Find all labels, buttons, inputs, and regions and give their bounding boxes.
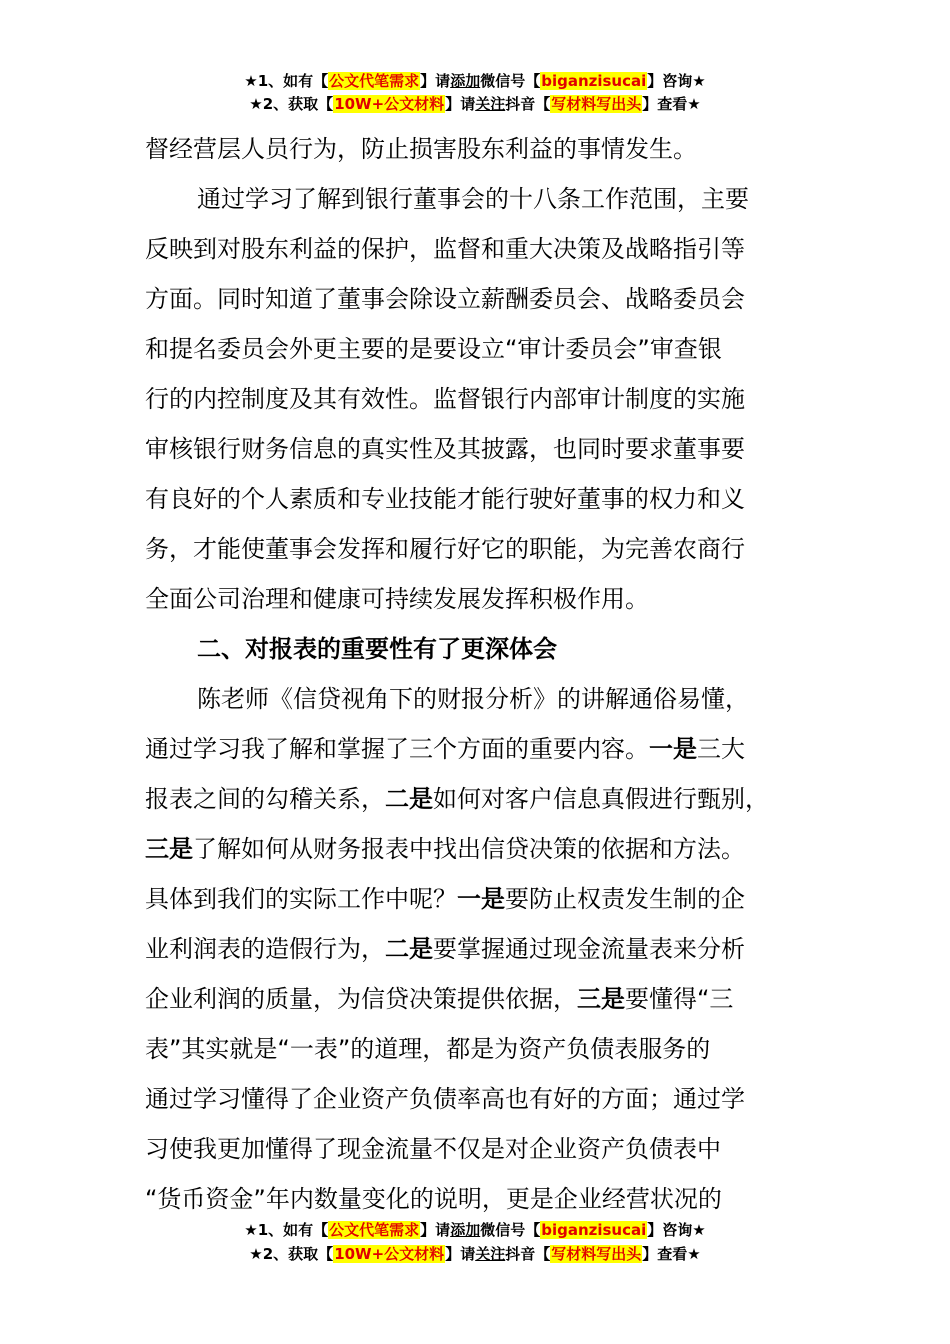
text-run: 了解如何从财务报表中找出信贷决策的依据和方法。 <box>193 835 745 863</box>
banner-text: ★1、如有【 <box>244 1221 329 1239</box>
text-run: 要防止权责发生制的企 <box>505 885 745 913</box>
bold-marker: 二是 <box>385 935 433 963</box>
banner-text: 】查看★ <box>642 1245 701 1263</box>
bold-marker: 一是 <box>649 735 697 763</box>
paragraph-line <box>145 974 810 1024</box>
text-run: 如何对客户信息真假进行甄别， <box>433 785 769 813</box>
banner-underline: 关注 <box>475 95 506 113</box>
bottom-banner-line-2 <box>0 1243 950 1265</box>
banner-text: 抖音【 <box>505 95 551 113</box>
banner-text: 微信号【 <box>480 1221 541 1239</box>
text-run: 具体到我们的实际工作中呢？ <box>145 885 457 913</box>
paragraph-line: 和提名委员会外更主要的是要设立“审计委员会”审查银 <box>145 335 722 363</box>
paragraph-line: 通过学习了解到银行董事会的十八条工作范围，主要 <box>197 185 749 213</box>
paragraph-line: 有良好的个人素质和专业技能才能行驶好董事的权力和义 <box>145 485 745 513</box>
banner-highlight: 10W+公文材料 <box>334 1245 445 1263</box>
paragraph-line <box>145 874 810 924</box>
banner-text: 微信号【 <box>480 72 541 90</box>
paragraph-line: 陈老师《信贷视角下的财报分析》的讲解通俗易懂， <box>197 685 749 713</box>
banner-underline: 添加 <box>450 72 481 90</box>
paragraph-line: 方面。同时知道了董事会除设立薪酬委员会、战略委员会 <box>145 285 745 313</box>
banner-douyin-id: 写材料写出头 <box>551 95 642 113</box>
bottom-banner-line-1 <box>0 1219 950 1241</box>
paragraph-line <box>145 924 810 974</box>
document-body <box>145 124 810 1224</box>
banner-text: 抖音【 <box>505 1245 551 1263</box>
top-banner-line-1 <box>0 70 950 92</box>
paragraph-line: 习使我更加懂得了现金流量不仅是对企业资产负债表中 <box>145 1135 721 1163</box>
paragraph-line <box>145 724 810 774</box>
paragraph-line: 通过学习懂得了企业资产负债率高也有好的方面；通过学 <box>145 1085 745 1113</box>
bold-marker: 一是 <box>457 885 505 913</box>
banner-highlight: 10W+公文材料 <box>334 95 445 113</box>
banner-text: 】请 <box>420 1221 451 1239</box>
bold-marker: 二是 <box>385 785 433 813</box>
banner-text: ★2、获取【 <box>249 95 334 113</box>
banner-text: 】咨询★ <box>647 1221 706 1239</box>
top-banner-line-2 <box>0 93 950 115</box>
banner-wechat-id: biganzisucai <box>541 1221 647 1239</box>
bold-marker: 三是 <box>577 985 625 1013</box>
text-run: 业利润表的造假行为， <box>145 935 385 963</box>
banner-text: ★2、获取【 <box>249 1245 334 1263</box>
text-run: 企业利润的质量，为信贷决策提供依据， <box>145 985 577 1013</box>
banner-underline: 关注 <box>475 1245 506 1263</box>
banner-highlight: 公文代笔需求 <box>329 72 420 90</box>
paragraph-line: 审核银行财务信息的真实性及其披露，也同时要求董事要 <box>145 435 745 463</box>
banner-text: ★1、如有【 <box>244 72 329 90</box>
banner-douyin-id: 写材料写出头 <box>551 1245 642 1263</box>
banner-underline: 添加 <box>450 1221 481 1239</box>
banner-highlight: 公文代笔需求 <box>329 1221 420 1239</box>
text-run: 通过学习我了解和掌握了三个方面的重要内容。 <box>145 735 649 763</box>
paragraph-line: 反映到对股东利益的保护，监督和重大决策及战略指引等 <box>145 235 745 263</box>
banner-text: 】请 <box>445 1245 476 1263</box>
paragraph-line <box>145 774 810 824</box>
section-heading: 二、对报表的重要性有了更深体会 <box>197 635 557 663</box>
banner-text: 】请 <box>445 95 476 113</box>
paragraph-line: 表”其实就是“一表”的道理，都是为资产负债表服务的 <box>145 1035 711 1063</box>
paragraph-line: 督经营层人员行为，防止损害股东利益的事情发生。 <box>145 135 697 163</box>
bold-marker: 三是 <box>145 835 193 863</box>
paragraph-line: 务，才能使董事会发挥和履行好它的职能，为完善农商行 <box>145 535 745 563</box>
banner-text: 】咨询★ <box>647 72 706 90</box>
paragraph-line: “货币资金”年内数量变化的说明，更是企业经营状况的 <box>145 1185 722 1213</box>
text-run: 三大 <box>697 735 745 763</box>
banner-wechat-id: biganzisucai <box>541 72 647 90</box>
banner-text: 】请 <box>420 72 451 90</box>
paragraph-line <box>145 824 810 874</box>
paragraph-line: 全面公司治理和健康可持续发展发挥积极作用。 <box>145 585 649 613</box>
text-run: 要掌握通过现金流量表来分析 <box>433 935 745 963</box>
text-run: 报表之间的勾稽关系， <box>145 785 385 813</box>
text-run: 要懂得“三 <box>625 985 734 1013</box>
banner-text: 】查看★ <box>642 95 701 113</box>
paragraph-line: 行的内控制度及其有效性。监督银行内部审计制度的实施 <box>145 385 745 413</box>
